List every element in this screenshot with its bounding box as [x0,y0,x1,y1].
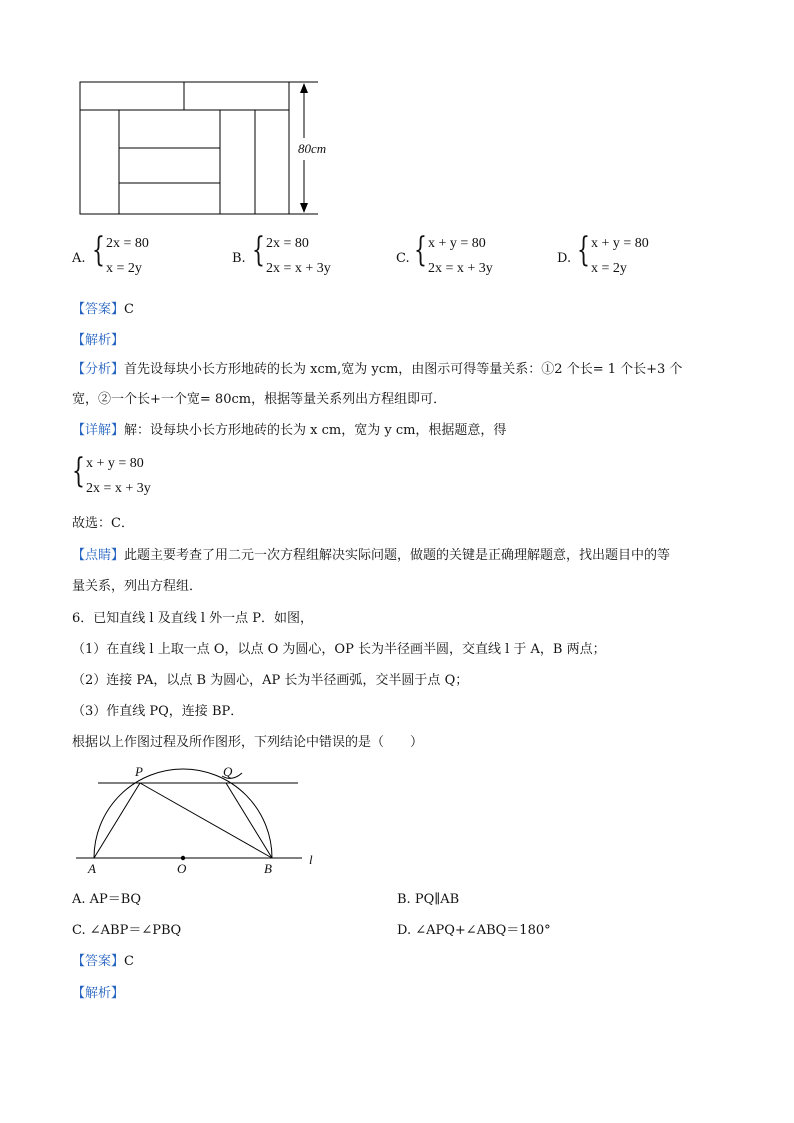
q5-comment-line2: 量关系，列出方程组． [72,579,203,594]
point-b-label: B [264,861,272,876]
system-brace: { [72,451,85,491]
q6-step1: （1）在直线 l 上取一点 O，以点 O 为圆心，OP 长为半径画半圆，交直线 l 于 A，B 两点； [72,642,606,657]
point-q-label: Q [223,764,233,779]
option-a-brace: { [92,230,105,270]
dimension-label: 80cm [298,141,327,156]
q6-question: 根据以上作图过程及所作图形，下列结论中错误的是（ ） [72,735,424,750]
option-letter-a: A. [72,251,86,266]
analysis-tag: 【分析】 [72,362,125,377]
option-d-eq2: x = 2y [591,261,627,276]
analysis-text-1: 首先设每块小长方形地砖的长为 xcm,宽为 ycm，由图示可得等量关系：①2 个长= 1 个长+3 个 [124,362,683,377]
analysis-heading: 【解析】 [72,333,125,348]
q6-analysis-heading: 【解析】 [72,986,125,1001]
option-b-eq1: 2x = 80 [266,236,309,251]
option-b-brace: { [252,230,265,270]
q6-answer [72,952,134,972]
point-o-label: O [177,861,187,876]
q6-step2: （2）连接 PA，以点 B 为圆心，AP 长为半径画弧，交半圆于点 Q； [72,673,469,688]
q5-choose: 故选：C． [72,516,134,531]
option-letter-c: C. [396,251,410,266]
answer-tag: 【答案】 [72,302,125,317]
option-b-eq2: 2x = x + 3y [266,261,331,276]
q6-option-a: A. AP＝BQ [72,892,141,907]
point-a-label: A [88,861,96,876]
q6-option-b: B. PQ∥AB [397,892,460,907]
line-l-label: l [309,852,313,867]
option-letter-d: D. [557,251,572,266]
system-eq1: x + y = 80 [86,456,144,471]
option-c-eq2: 2x = x + 3y [428,261,493,276]
q6-stem: 6．已知直线 l 及直线 l 外一点 P．如图， [72,611,313,626]
q6-option-c: C. ∠ABP＝∠PBQ [72,923,182,938]
comment-text-1: 此题主要考查了用二元一次方程组解决实际问题，做题的关键是正确理解题意，找出题目中的等 [124,548,671,563]
system-eq2: 2x = x + 3y [86,481,151,496]
comment-tag: 【点睛】 [72,548,125,563]
q6-answer-tag: 【答案】 [72,954,125,969]
detail-tag: 【详解】 [72,423,125,438]
point-p-label: P [135,764,143,779]
answer-value: C [124,302,134,317]
option-c-eq1: x + y = 80 [428,236,486,251]
option-d-eq1: x + y = 80 [591,236,649,251]
q6-step3: （3）作直线 PQ，连接 BP． [72,704,244,719]
option-d-brace: { [577,230,590,270]
option-a-eq1: 2x = 80 [106,236,149,251]
q6-option-d: D. ∠APQ+∠ABQ＝180° [397,923,551,938]
option-a-eq2: x = 2y [106,261,142,276]
q6-answer-value: C [124,954,134,969]
q5-analysis-line2: 宽，②一个长+一个宽= 80cm，根据等量关系列出方程组即可． [72,392,447,407]
option-c-brace: { [414,230,427,270]
option-letter-b: B. [232,251,246,266]
detail-text: 解：设每块小长方形地砖的长为 x cm，宽为 y cm，根据题意，得 [124,423,507,438]
